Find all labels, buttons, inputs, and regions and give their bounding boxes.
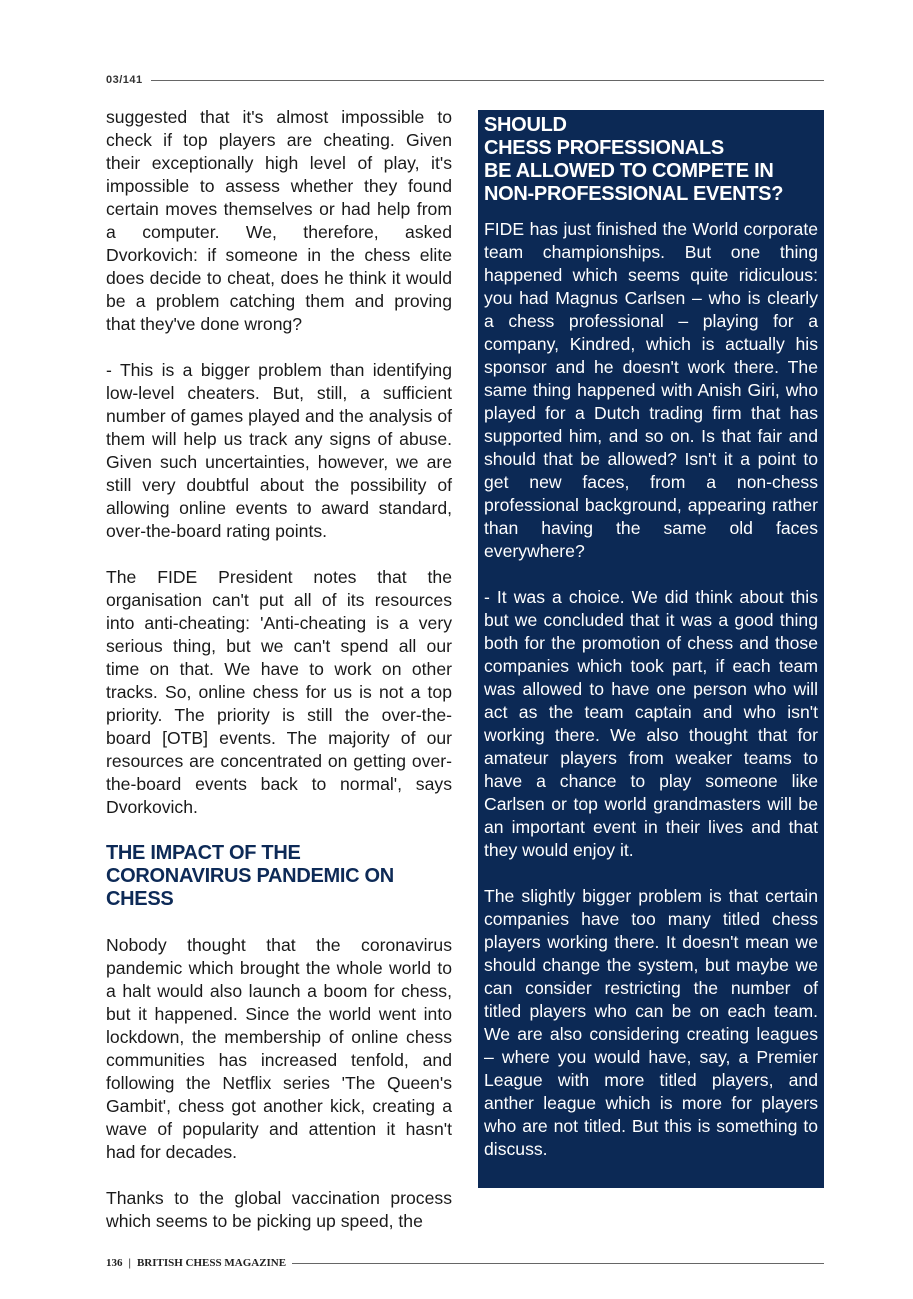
- sidebar-heading-line: CHESS PROFESSIONALS: [484, 137, 724, 159]
- sidebar-heading-line: BE ALLOWED TO COMPETE IN: [484, 160, 774, 182]
- article-paragraph: - This is a bigger problem than identifying low-level cheaters. But, still, a sufficient number of games played and the analysis of them will help us track any signs of abuse. Given such uncertainties, however, we are still very doubtful about the possibility of allowing online events to award standard, over-the-board rating points.: [106, 360, 452, 541]
- article-paragraph: The FIDE President notes that the organisation can't put all of its resources into anti-cheating: 'Anti-cheating is a very serious thing, but we can't spend all our time on that. We have to work on other tracks. So, online chess for us is not a top priority. The priority is still the over-the-board [OTB] events. The majority of our resources are concentrated on getting over-the-board events back to normal', says Dvorkovich.: [106, 567, 452, 817]
- article-body: [106, 106, 824, 1233]
- sidebar-heading-line: SHOULD: [484, 114, 567, 136]
- section-heading-line: CORONAVIRUS PANDEMIC ON CHESS: [106, 865, 394, 910]
- footer-separator: |: [128, 1257, 131, 1269]
- footer-magazine-name: BRITISH CHESS MAGAZINE: [136, 1257, 287, 1269]
- section-heading: [106, 842, 452, 911]
- sidebar-paragraph: FIDE has just finished the World corporate team championships. But one thing happened which seems quite ridiculous: you had Magnus Carlsen – who is clearly a chess professional – playing for a company, Kindred, which is actually his sponsor and he doesn't work there. The same thing happened with Anish Giri, who played for a Dutch trading firm that has supported him, and so on. Is that fair and should that be allowed? Isn't it a point to get new faces, from a non-chess professional background, appearing rather than having the same old faces everywhere?: [484, 219, 818, 561]
- sidebar-paragraph: - It was a choice. We did think about this but we concluded that it was a good thing both for the promotion of chess and those companies which took part, if each team was allowed to have one person who will act as the team captain and who isn't working there. We also thought that for amateur players from weaker teams to have a chance to play someone like Carlsen or top world grandmasters will be an important event in their lives and that they would enjoy it.: [484, 587, 818, 860]
- sidebar-paragraph: The slightly bigger problem is that certain companies have too many titled chess players working there. It doesn't mean we should change the system, but maybe we can consider restricting the number of titled players who can be on each team. We are also considering creating leagues – where you would have, say, a Premier League with more titled players, and anther league which is more for players who are not titled. But this is something to discuss.: [484, 886, 818, 1159]
- section-heading-line: THE IMPACT OF THE: [106, 842, 301, 864]
- article-paragraph: Thanks to the global vaccination process which seems to be picking up speed, the: [106, 1188, 452, 1231]
- article-paragraph: suggested that it's almost impossible to check if top players are cheating. Given their exceptionally high level of play, it's impossible to assess whether they found certain moves themselves or had help from a computer. We, therefore, asked Dvorkovich: if someone in the chess elite does decide to cheat, does he think it would be a problem catching them and proving that they've done wrong?: [106, 107, 452, 334]
- sidebar-heading: [484, 114, 818, 206]
- sidebar-heading-line: NON-PROFESSIONAL EVENTS?: [484, 183, 784, 205]
- footer-page-number: 136: [106, 1257, 123, 1269]
- page-counter: 03/141: [106, 74, 143, 86]
- footer-rule: [292, 1263, 824, 1264]
- header-rule: [151, 80, 824, 81]
- article-paragraph: Nobody thought that the coronavirus pandemic which brought the whole world to a halt would also launch a boom for chess, but it happened. Since the world went into lockdown, the membership of online chess communities has increased tenfold, and following the Netflix series 'The Queen's Gambit', chess got another kick, creating a wave of popularity and attention it hasn't had for decades.: [106, 935, 452, 1162]
- page-header: [106, 74, 824, 86]
- page-footer: [106, 1257, 824, 1269]
- article-left-column: [106, 106, 452, 1233]
- sidebar-box: [478, 110, 824, 1188]
